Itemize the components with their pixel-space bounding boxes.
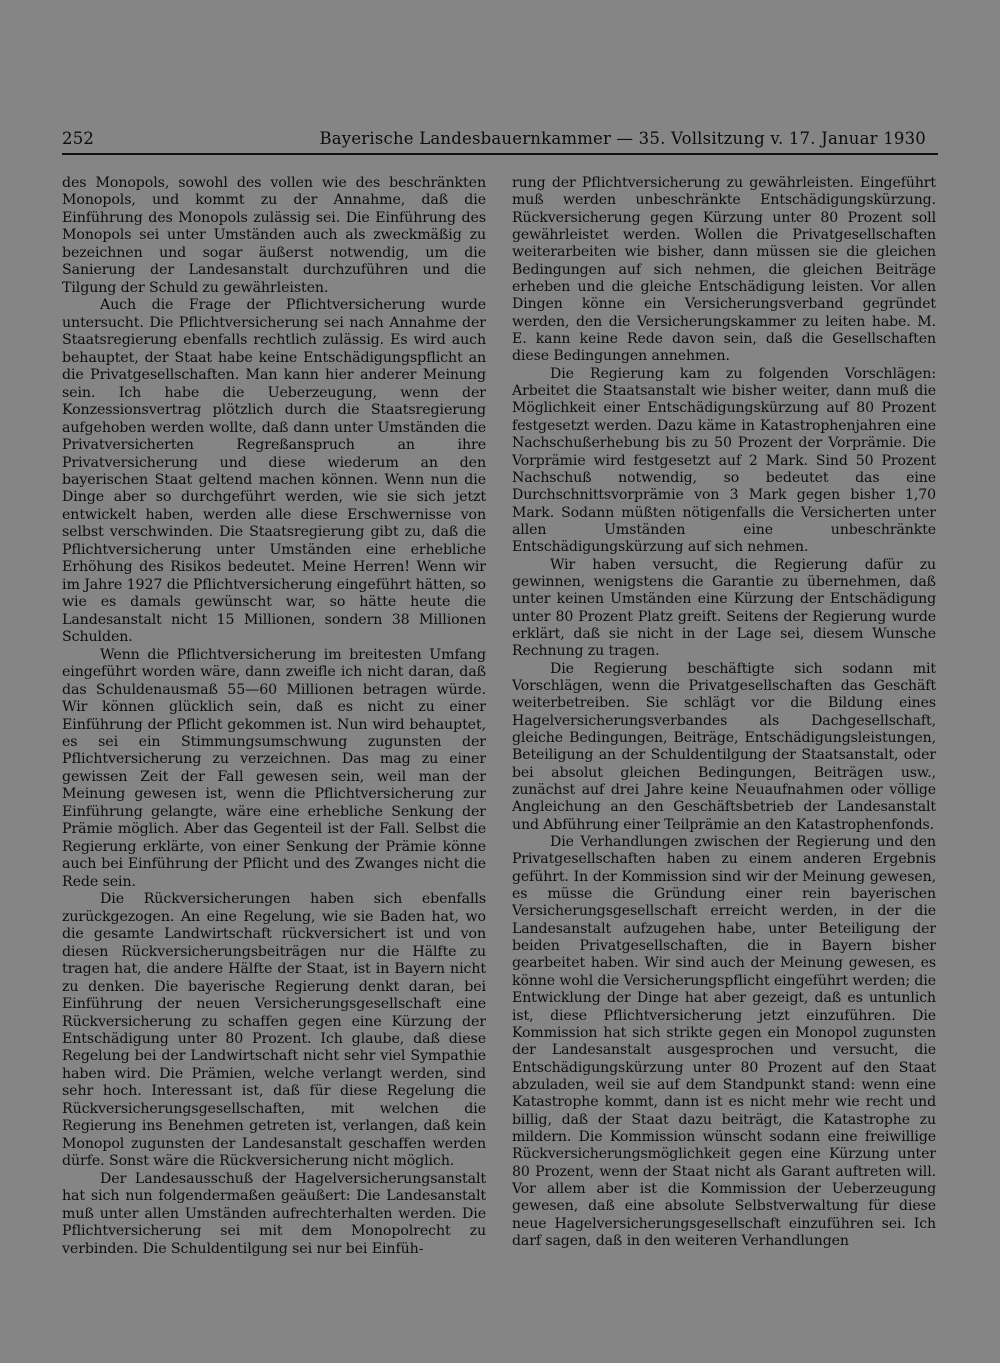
right-column (512, 175, 936, 1260)
paragraph: Der Landesausschuß der Hagelversicherungsanstalt hat sich nun folgendermaßen geäußert: Die Landesanstalt muß unter allen Umständen aufrechterhalten werden. Die Pflichtversicherung sei mit dem Monopolrecht zu verbinden. Die Schuldentilgung sei nur bei Einfüh- (62, 1170, 486, 1257)
paragraph: Die Rückversicherungen haben sich ebenfalls zurückgezogen. An eine Regelung, wie sie Baden hat, wo die gesamte Landwirtschaft rückversichert ist und von diesen Rückversicherungsbeiträgen nur die Hälfte zu tragen hat, die andere Hälfte der Staat, ist in Bayern nicht zu denken. Die bayerische Regierung denkt daran, bei Einführung der neuen Versicherungsgesellschaft eine Rückversicherung zu schaffen gegen eine Kürzung der Entschädigung unter 80 Prozent. Ich glaube, daß diese Regelung bei der Landwirtschaft nicht sehr viel Sympathie haben wird. Die Prämien, welche verlangt werden, sind sehr hoch. Interessant ist, daß für diese Regelung die Rückversicherungsgesellschaften, mit welchen die Regierung ins Benehmen getreten ist, verlangen, daß kein Monopol zugunsten der Landesanstalt geschaffen werden dürfe. Sonst wäre die Rückversicherung nicht möglich. (62, 891, 486, 1170)
paragraph: Wir haben versucht, die Regierung dafür zu gewinnen, wenigstens die Garantie zu übernehmen, daß unter keinen Umständen eine Kürzung der Entschädigung unter 80 Prozent Platz greift. Seitens der Regierung wurde erklärt, daß sie nicht in der Lage sei, diesem Wunsche Rechnung zu tragen. (512, 556, 936, 660)
paragraph: rung der Pflichtversicherung zu gewährleisten. Eingeführt muß werden unbeschränkte Entschädigungskürzung. Rückversicherung gegen Kürzung unter 80 Prozent soll gewährleistet werden. Wollen die Privatgesellschaften weiterarbeiten wie bisher, dann müssen sie die gleichen Bedingungen auf sich nehmen, die gleichen Beiträge erheben und die gleiche Entschädigung leisten. Vor allen Dingen könne ein Versicherungsverband gegründet werden, den die Versicherungskammer zu leiten habe. M. E. kann keine Rede davon sein, daß die Gesellschaften diese Bedingungen annehmen. (512, 175, 936, 365)
paragraph: des Monopols, sowohl des vollen wie des beschränkten Monopols, und kommt zu der Annahme, daß die Einführung des Monopols zulässig sei. Die Einführung des Monopols sei unter Umständen auch als zweckmäßig zu bezeichnen und sogar äußerst notwendig, um die Sanierung der Landesanstalt durchzuführen und die Tilgung der Schuld zu gewährleisten. (62, 175, 486, 296)
paragraph: Die Verhandlungen zwischen der Regierung und den Privatgesellschaften haben zu einem anderen Ergebnis geführt. In der Kommission sind wir der Meinung gewesen, es müsse die Gründung einer rein bayerischen Versicherungsgesellschaft erreicht werden, in der die Landesanstalt aufzugehen habe, unter Beteiligung der beiden Privatgesellschaften, die in Bayern bisher gearbeitet haben. Wir sind auch der Meinung gewesen, es könne wohl die Versicherungspflicht eingeführt werden; die Entwicklung der Dinge hat aber gezeigt, daß es untunlich ist, diese Pflichtversicherung jetzt einzuführen. Die Kommission hat sich strikte gegen ein Monopol zugunsten der Landesanstalt ausgesprochen und versucht, die Entschädigungskürzung unter 80 Prozent auf den Staat abzuladen, weil sie auf dem Standpunkt stand: wenn eine Katastrophe kommt, dann ist es nicht mehr wie recht und billig, daß der Staat dazu beiträgt, die Katastrophe zu mildern. Die Kommission wünscht sodann eine freiwillige Rückversicherungsmöglichkeit gegen eine Kürzung unter 80 Prozent, wenn der Staat nicht als Garant auftreten will. Vor allem aber ist die Kommission der Ueberzeugung gewesen, daß eine absolute Selbstverwaltung für diese neue Hagelversicherungsgesellschaft einzuführen sei. Ich darf sagen, daß in den weiteren Verhandlungen (512, 834, 936, 1249)
paragraph: Auch die Frage der Pflichtversicherung wurde untersucht. Die Pflichtversicherung sei nach Annahme der Staatsregierung ebenfalls rechtlich zulässig. Es wird auch behauptet, der Staat habe keine Entschädigungspflicht an die Privatgesellschaften. Man kann hier anderer Meinung sein. Ich habe die Ueberzeugung, wenn der Konzessionsvertrag plötzlich durch die Staatsregierung aufgehoben werden wollte, daß dann unter Umständen die Privatversicherten Regreßanspruch an ihre Privatversicherung und diese wiederum an den bayerischen Staat geltend machen können. Wenn nun die Dinge aber so durchgeführt werden, wie sie sich jetzt entwickelt haben, werden alle diese Erschwernisse von selbst verschwinden. Die Staatsregierung gibt zu, daß die Pflichtversicherung unter Umständen eine erhebliche Erhöhung des Risikos bedeutet. Meine Herren! Wenn wir im Jahre 1927 die Pflichtversicherung eingeführt hätten, so wie es damals gewünscht war, so hätte heute die Landesanstalt nicht 15 Millionen, sondern 38 Millionen Schulden. (62, 297, 486, 646)
page-number: 252 (62, 129, 95, 148)
paragraph: Wenn die Pflichtversicherung im breitesten Umfang eingeführt worden wäre, dann zweifle ich nicht daran, daß das Schuldenausmaß 55—60 Millionen betragen würde. Wir können glücklich sein, daß es nicht zu einer Einführung der Pflicht gekommen ist. Nun wird behauptet, es sei ein Stimmungsumschwung zugunsten der Pflichtversicherung zu verzeichnen. Das mag zu einer gewissen Zeit der Fall gewesen sein, weil man der Meinung gewesen ist, wenn die Pflichtversicherung zur Einführung gelangte, wäre eine erhebliche Senkung der Prämie möglich. Aber das Gegenteil ist der Fall. Selbst die Regierung erklärte, von einer Senkung der Prämie könne auch bei Einführung der Pflicht und des Zwanges nicht die Rede sein. (62, 646, 486, 890)
header-rule (62, 153, 938, 155)
running-title: Bayerische Landesbauernkammer — 35. Vollsitzung v. 17. Januar 1930 (319, 129, 926, 148)
left-column (62, 175, 486, 1260)
paragraph: Die Regierung kam zu folgenden Vorschlägen: Arbeitet die Staatsanstalt wie bisher weiter, dann muß die Möglichkeit einer Entschädigungskürzung auf 80 Prozent festgesetzt werden. Dazu käme in Katastrophenjahren eine Nachschußerhebung bis zu 50 Prozent der Vorprämie. Die Vorprämie wird festgesetzt auf 2 Mark. Sind 50 Prozent Nachschuß notwendig, so bedeutet das eine Durchschnittsvorprämie von 3 Mark gegen bisher 1,70 Mark. Sodann müßten nötigenfalls die Versicherten unter allen Umständen eine unbeschränkte Entschädigungskürzung auf sich nehmen. (512, 365, 936, 556)
paragraph: Die Regierung beschäftigte sich sodann mit Vorschlägen, wenn die Privatgesellschaften das Geschäft weiterbetreiben. Sie schlägt vor die Bildung eines Hagelversicherungsverbandes als Dachgesellschaft, gleiche Bedingungen, Beiträge, Entschädigungsleistungen, Beteiligung an der Schuldentilgung der Staatsanstalt, oder bei absolut gleichen Bedingungen, Beiträgen usw., zunächst auf drei Jahre keine Neuaufnahmen oder völlige Angleichung an den Geschäftsbetrieb der Landesanstalt und Abführung einer Teilprämie an den Katastrophenfonds. (512, 660, 936, 833)
page-header (62, 126, 938, 152)
